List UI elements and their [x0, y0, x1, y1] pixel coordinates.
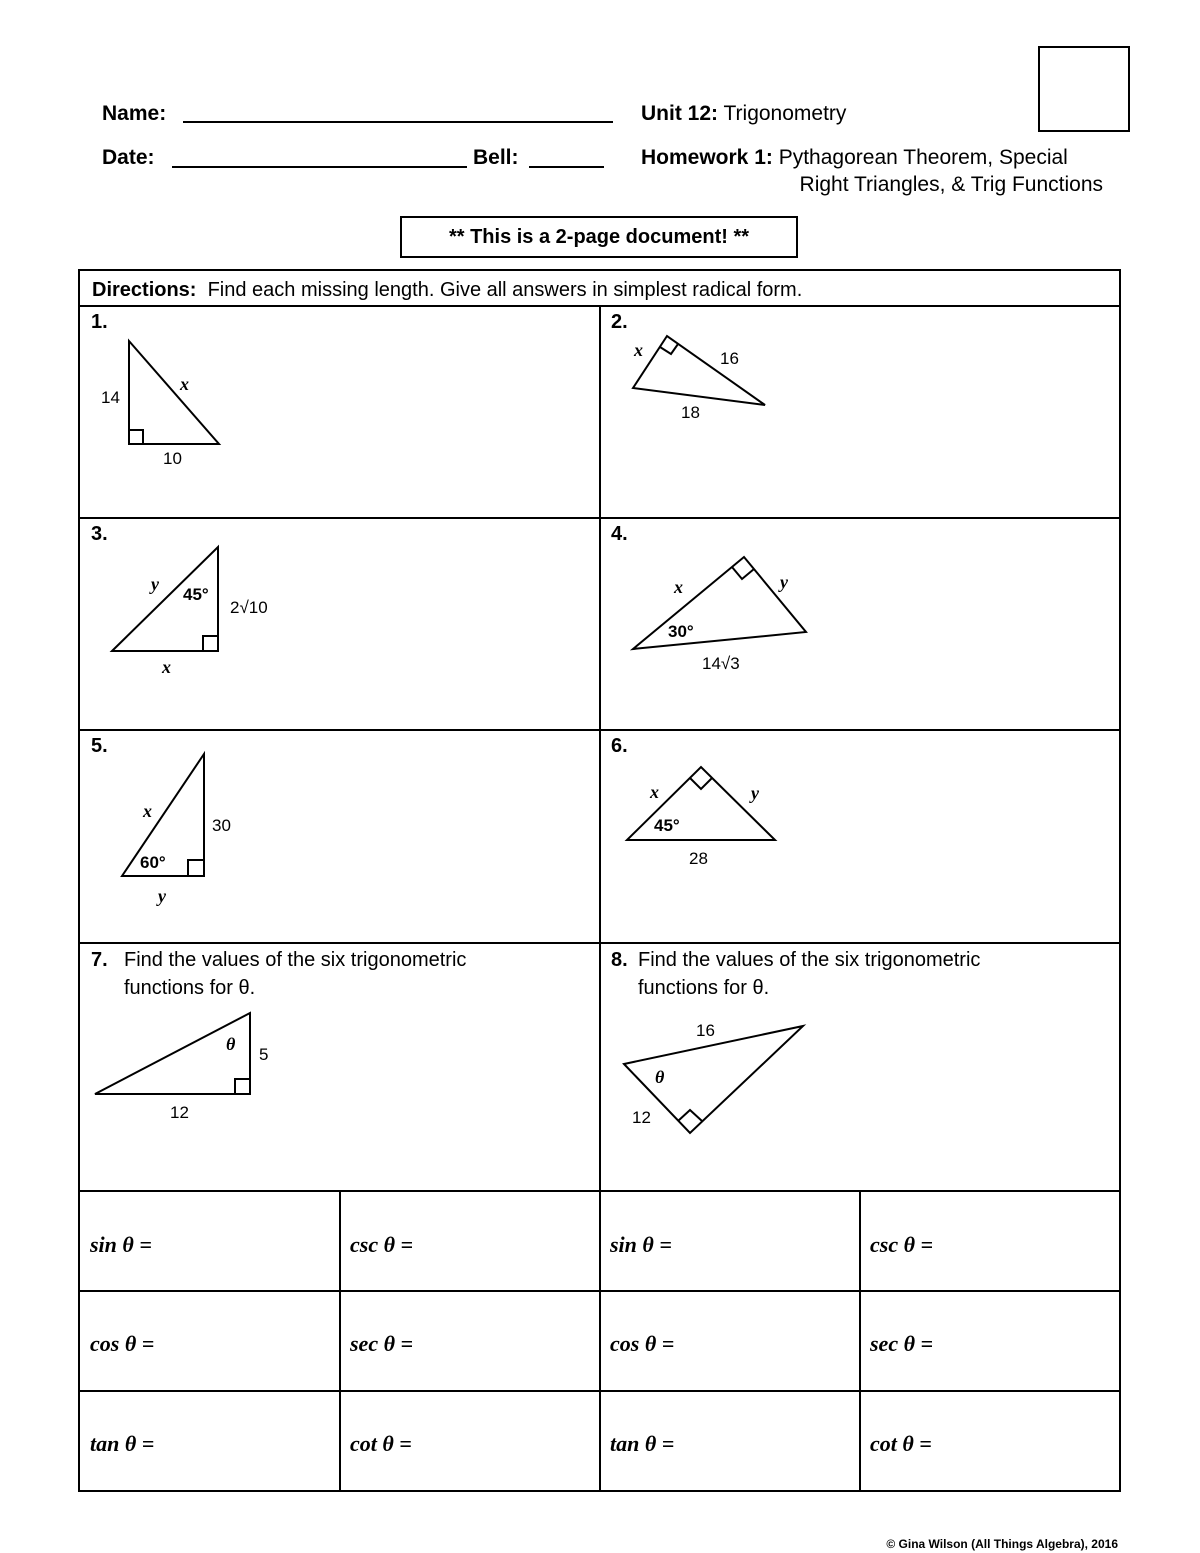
p8-hypotenuse-16: 16	[696, 1021, 715, 1040]
p1-hypotenuse-x: x	[180, 374, 189, 394]
problem-3-number: 3.	[91, 523, 108, 545]
triangle-6	[627, 767, 775, 840]
directions-text: Find each missing length. Give all answers in simplest radical form.	[207, 279, 803, 301]
homework-title-line1: Pythagorean Theorem, Special	[778, 146, 1068, 169]
p7-side-12: 12	[170, 1103, 189, 1122]
p2-side-16: 16	[720, 349, 739, 368]
p7-cos-answer[interactable]: cos θ =	[90, 1331, 155, 1356]
bell-label: Bell:	[473, 146, 519, 169]
p7-tan-answer[interactable]: tan θ =	[90, 1431, 155, 1456]
unit-label: Unit 12:	[641, 102, 719, 125]
p8-cot-answer[interactable]: cot θ =	[870, 1431, 932, 1456]
problem-2-number: 2.	[611, 311, 628, 333]
p4-side-x: x	[674, 577, 683, 597]
p3-side-2root10: 2√10	[230, 598, 268, 617]
two-page-notice: ** This is a 2-page document! **	[400, 216, 798, 258]
right-angle-mark-1	[129, 430, 143, 444]
p7-sec-answer[interactable]: sec θ =	[350, 1331, 414, 1356]
p6-side-x: x	[650, 782, 659, 802]
p3-hypotenuse-y: y	[151, 574, 159, 594]
problem-8-text-line2: functions for θ.	[638, 977, 770, 999]
problem-7-number: 7.	[91, 949, 108, 971]
p4-side-y: y	[780, 572, 788, 592]
copyright-footer: © Gina Wilson (All Things Algebra), 2016	[886, 1537, 1118, 1551]
p7-sin-answer[interactable]: sin θ =	[90, 1232, 152, 1257]
p5-side-30: 30	[212, 816, 231, 835]
p7-side-5: 5	[259, 1045, 269, 1064]
homework-label: Homework 1:	[641, 146, 773, 169]
p8-tan-answer[interactable]: tan θ =	[610, 1431, 675, 1456]
p5-side-y: y	[158, 886, 166, 906]
directions-label: Directions:	[92, 279, 197, 301]
p7-csc-answer[interactable]: csc θ =	[350, 1232, 414, 1257]
p5-hypotenuse-x: x	[143, 801, 152, 821]
triangle-4	[633, 557, 806, 649]
right-angle-mark-8	[678, 1110, 702, 1121]
p4-hypotenuse-14root3: 14√3	[702, 654, 740, 673]
right-angle-mark-6	[690, 778, 712, 789]
p1-side-10: 10	[163, 449, 182, 468]
p4-angle-30: 30°	[668, 622, 694, 641]
p8-sec-answer[interactable]: sec θ =	[870, 1331, 934, 1356]
p5-angle-60: 60°	[140, 853, 166, 872]
p6-hypotenuse-28: 28	[689, 849, 708, 868]
p6-side-y: y	[751, 783, 759, 803]
triangle-2	[633, 336, 765, 405]
date-label: Date:	[102, 146, 155, 169]
p7-cot-answer[interactable]: cot θ =	[350, 1431, 412, 1456]
p8-csc-answer[interactable]: csc θ =	[870, 1232, 934, 1257]
p6-angle-45: 45°	[654, 816, 680, 835]
p2-side-x: x	[634, 340, 643, 360]
problem-7-text-line1: Find the values of the six trigonometric	[124, 949, 467, 971]
p2-side-18: 18	[681, 403, 700, 422]
homework-title-line2: Right Triangles, & Trig Functions	[799, 173, 1103, 196]
right-angle-mark-3	[203, 636, 218, 651]
p8-cos-answer[interactable]: cos θ =	[610, 1331, 675, 1356]
problem-8-text-line1: Find the values of the six trigonometric	[638, 949, 981, 971]
right-angle-mark-5	[188, 860, 204, 876]
p8-sin-answer[interactable]: sin θ =	[610, 1232, 672, 1257]
problem-7-text-line2: functions for θ.	[124, 977, 256, 999]
p8-angle-theta: θ	[655, 1067, 665, 1087]
p3-angle-45: 45°	[183, 585, 209, 604]
p1-side-14: 14	[101, 388, 120, 407]
problem-5-number: 5.	[91, 735, 108, 757]
name-label: Name:	[102, 102, 167, 125]
triangle-1	[129, 341, 219, 444]
right-angle-mark-2	[660, 344, 678, 354]
p3-side-x: x	[162, 657, 171, 677]
problem-6-number: 6.	[611, 735, 628, 757]
problem-4-number: 4.	[611, 523, 628, 545]
unit-title: Trigonometry	[723, 102, 847, 125]
problem-8-number: 8.	[611, 949, 628, 971]
p8-side-12: 12	[632, 1108, 651, 1127]
p7-angle-theta: θ	[226, 1034, 236, 1054]
right-angle-mark-4	[732, 567, 754, 579]
right-angle-mark-7	[235, 1079, 250, 1094]
problem-1-number: 1.	[91, 311, 108, 333]
